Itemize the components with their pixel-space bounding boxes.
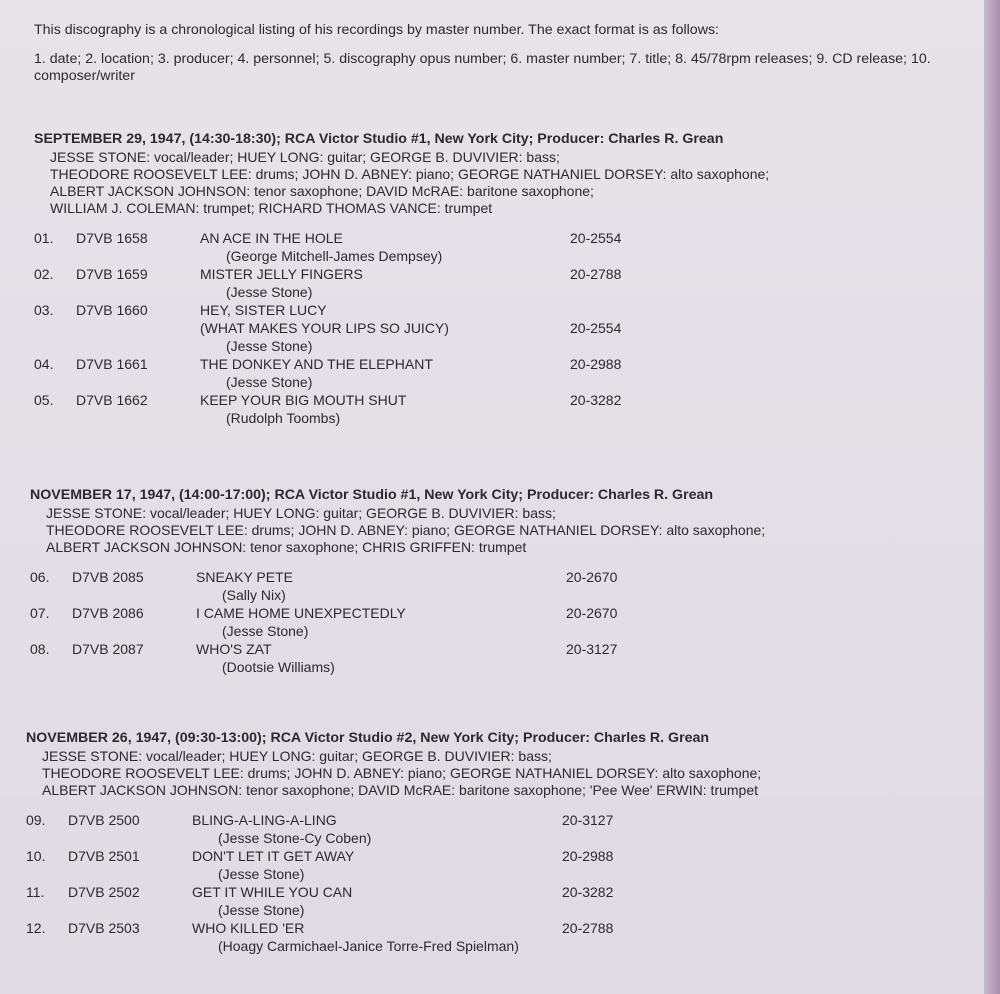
master-number: D7VB 1661 (76, 356, 148, 372)
personnel-line: ALBERT JACKSON JOHNSON: tenor saxophone; DAVID McRAE: baritone saxophone; 'Pee Wee' ERWIN: trumpet (42, 782, 759, 798)
intro-text (34, 22, 934, 97)
track-title: WHO KILLED 'ER (192, 920, 305, 936)
master-number: D7VB 2086 (72, 605, 144, 621)
track-number: 06. (30, 569, 50, 585)
session-2 (30, 486, 950, 676)
track-row (30, 640, 950, 676)
personnel-line: THEODORE ROOSEVELT LEE: drums; JOHN D. ABNEY: piano; GEORGE NATHANIEL DORSEY: alto saxophone; (50, 166, 770, 182)
personnel-list (26, 748, 946, 799)
master-number: D7VB 1658 (76, 230, 148, 246)
track-number: 05. (34, 392, 54, 408)
track-writer: (Hoagy Carmichael-Janice Torre-Fred Spielman) (218, 938, 519, 954)
track-writer: (George Mitchell-James Dempsey) (226, 248, 443, 264)
track-writer: (Jesse Stone) (222, 623, 309, 639)
intro-line-1: This discography is a chronological listing of his recordings by master number. The exact format is as follows: (34, 22, 719, 38)
personnel-list (30, 505, 950, 556)
track-title: MISTER JELLY FINGERS (200, 266, 363, 282)
track-number: 04. (34, 356, 54, 372)
track-title: KEEP YOUR BIG MOUTH SHUT (200, 392, 407, 408)
release-number: 20-3282 (570, 392, 622, 408)
track-number: 07. (30, 605, 50, 621)
track-title: HEY, SISTER LUCY (200, 302, 327, 318)
master-number: D7VB 2085 (72, 569, 144, 585)
track-row (34, 301, 954, 355)
track-writer: (Jesse Stone) (226, 374, 313, 390)
track-list (30, 568, 950, 676)
track-writer: (Dootsie Williams) (222, 659, 335, 675)
personnel-line: JESSE STONE: vocal/leader; HUEY LONG: guitar; GEORGE B. DUVIVIER: bass; (42, 748, 552, 764)
release-number: 20-3127 (566, 641, 618, 657)
track-number: 02. (34, 266, 54, 282)
master-number: D7VB 1659 (76, 266, 148, 282)
track-row (26, 919, 946, 955)
master-number: D7VB 2503 (68, 920, 140, 936)
master-number: D7VB 2087 (72, 641, 144, 657)
personnel-list (34, 149, 954, 217)
personnel-line: ALBERT JACKSON JOHNSON: tenor saxophone; CHRIS GRIFFEN: trumpet (46, 539, 527, 555)
master-number: D7VB 2500 (68, 812, 140, 828)
master-number: D7VB 2501 (68, 848, 140, 864)
session-header: NOVEMBER 26, 1947, (09:30-13:00); RCA Victor Studio #2, New York City; Producer: Charles R. Grean (26, 730, 710, 746)
track-number: 01. (34, 230, 54, 246)
track-list (34, 229, 954, 427)
personnel-line: JESSE STONE: vocal/leader; HUEY LONG: guitar; GEORGE B. DUVIVIER: bass; (50, 149, 560, 165)
release-number: 20-3282 (562, 884, 614, 900)
track-number: 09. (26, 812, 46, 828)
track-writer: (Jesse Stone) (218, 902, 305, 918)
track-row (30, 568, 950, 604)
track-row (30, 604, 950, 640)
master-number: D7VB 1660 (76, 302, 148, 318)
release-number: 20-2988 (562, 848, 614, 864)
track-title: I CAME HOME UNEXPECTEDLY (196, 605, 406, 621)
track-number: 10. (26, 848, 46, 864)
personnel-line: JESSE STONE: vocal/leader; HUEY LONG: guitar; GEORGE B. DUVIVIER: bass; (46, 505, 556, 521)
track-title-continued: (WHAT MAKES YOUR LIPS SO JUICY) (200, 320, 449, 336)
track-writer: (Sally Nix) (222, 587, 286, 603)
track-title: DON'T LET IT GET AWAY (192, 848, 355, 864)
release-number: 20-2670 (566, 605, 618, 621)
master-number: D7VB 1662 (76, 392, 148, 408)
personnel-line: ALBERT JACKSON JOHNSON: tenor saxophone; DAVID McRAE: baritone saxophone; (50, 183, 594, 199)
session-header: NOVEMBER 17, 1947, (14:00-17:00); RCA Victor Studio #1, New York City; Producer: Charles R. Grean (30, 487, 714, 503)
page-edge (984, 0, 1000, 994)
track-writer: (Jesse Stone) (226, 338, 313, 354)
personnel-line: THEODORE ROOSEVELT LEE: drums; JOHN D. ABNEY: piano; GEORGE NATHANIEL DORSEY: alto saxophone; (42, 765, 762, 781)
personnel-line: THEODORE ROOSEVELT LEE: drums; JOHN D. ABNEY: piano; GEORGE NATHANIEL DORSEY: alto saxophone; (46, 522, 766, 538)
track-number: 12. (26, 920, 46, 936)
track-row (26, 883, 946, 919)
personnel-line: WILLIAM J. COLEMAN: trumpet; RICHARD THOMAS VANCE: trumpet (50, 200, 493, 216)
track-row (26, 847, 946, 883)
session-1 (34, 130, 954, 427)
track-number: 03. (34, 302, 54, 318)
track-number: 08. (30, 641, 50, 657)
track-writer: (Rudolph Toombs) (226, 410, 341, 426)
track-title: WHO'S ZAT (196, 641, 272, 657)
track-writer: (Jesse Stone-Cy Coben) (218, 830, 372, 846)
track-row (34, 391, 954, 427)
track-number: 11. (26, 884, 45, 900)
track-writer: (Jesse Stone) (218, 866, 305, 882)
track-title: SNEAKY PETE (196, 569, 294, 585)
release-number: 20-3127 (562, 812, 614, 828)
track-writer: (Jesse Stone) (226, 284, 313, 300)
track-row (34, 265, 954, 301)
release-number: 20-2670 (566, 569, 618, 585)
track-row (34, 229, 954, 265)
track-title: AN ACE IN THE HOLE (200, 230, 343, 246)
release-number: 20-2788 (570, 266, 622, 282)
track-row (34, 355, 954, 391)
master-number: D7VB 2502 (68, 884, 140, 900)
session-header: SEPTEMBER 29, 1947, (14:30-18:30); RCA Victor Studio #1, New York City; Producer: Charles R. Grean (34, 131, 724, 147)
release-number: 20-2554 (570, 230, 622, 246)
intro-line-2: 1. date; 2. location; 3. producer; 4. personnel; 5. discography opus number; 6. master number; 7. title; 8. 45/78rpm releases; 9. CD release; 10. composer/writer (34, 51, 931, 84)
session-3 (26, 729, 946, 955)
track-title: BLING-A-LING-A-LING (192, 812, 337, 828)
track-list (26, 811, 946, 955)
track-row (26, 811, 946, 847)
release-number: 20-2788 (562, 920, 614, 936)
release-number: 20-2988 (570, 356, 622, 372)
release-number: 20-2554 (570, 320, 622, 336)
track-title: THE DONKEY AND THE ELEPHANT (200, 356, 433, 372)
track-title: GET IT WHILE YOU CAN (192, 884, 353, 900)
